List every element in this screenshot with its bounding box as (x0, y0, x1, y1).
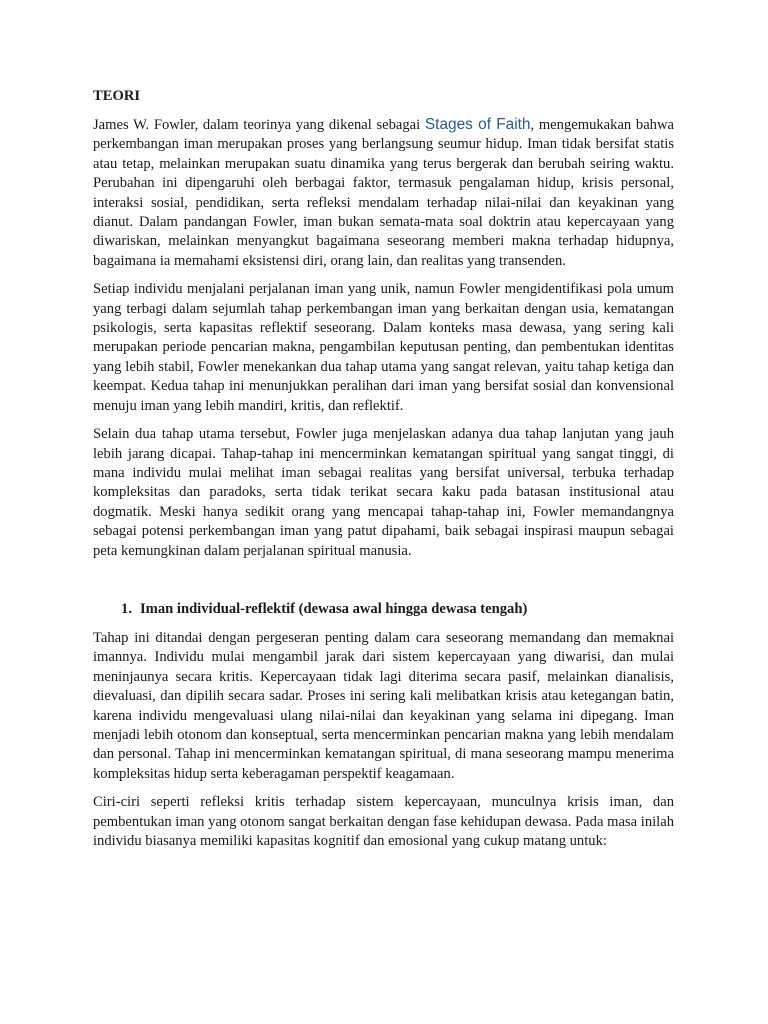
intro-paragraph (93, 115, 674, 271)
section-1-paragraph-1: Tahap ini ditandai dengan pergeseran penting dalam cara seseorang memandang dan memaknai imannya. Individu mulai mengambil jarak dari sistem kepercayaan yang diwarisi, dan mulai meninjaunya secara kritis. Kepercayaan tidak lagi diterima secara pasif, melainkan dianalisis, dievaluasi, dan dipilih secara sadar. Proses ini sering kali melibatkan krisis atau ketegangan batin, karena individu mengevaluasi ulang nilai-nilai dan keyakinan yang selama ini dipegang. Iman menjadi lebih otonom dan konseptual, serta mencerminkan pencarian makna yang lebih mendalam dan personal. Tahap ini mencerminkan kematangan spiritual, di mana seseorang mampu menerima kompleksitas hidup serta keberagaman perspektif keagamaan. (93, 629, 674, 782)
document-page (93, 86, 674, 860)
paragraph-2: Setiap individu menjalani perjalanan iman yang unik, namun Fowler mengidentifikasi pola umum yang terbagi dalam sejumlah tahap perkembangan iman yang berkaitan dengan usia, kematangan psikologis, serta kapasitas reflektif seseorang. Dalam konteks masa dewasa, yang sering kali merupakan periode pencarian makna, pengambilan keputusan penting, dan pembentukan identitas yang lebih stabil, Fowler menekankan dua tahap utama yang sangat relevan, yaitu tahap ketiga dan keempat. Kedua tahap ini menunjukkan peralihan dari iman yang bersifat sosial dan konvensional menuju iman yang lebih mandiri, kritis, dan reflektif. (93, 281, 674, 414)
section-1-title: Iman individual-reflektif (dewasa awal hingga dewasa tengah) (140, 600, 528, 617)
paragraph-3: Selain dua tahap utama tersebut, Fowler juga menjelaskan adanya dua tahap lanjutan yang jauh lebih jarang dicapai. Tahap-tahap ini mencerminkan kematangan spiritual yang sangat tinggi, di mana individu mulai melihat iman sebagai realitas yang bersifat universal, terbuka terhadap kompleksitas dan paradoks, serta tidak terikat secara kaku pada batasan institusional atau dogmatik. Meski hanya sedikit orang yang mencapai tahap-tahap ini, Fowler memandangnya sebagai potensi perkembangan iman yang patut dipahami, baik sebagai inspirasi maupun sebagai peta kemungkinan dalam perjalanan spiritual manusia. (93, 426, 674, 559)
stages-of-faith-term: Stages of Faith (424, 116, 531, 133)
intro-text-end: , mengemukakan bahwa perkembangan iman merupakan proses yang berlangsung seumur hidup. Iman tidak bersifat statis atau tetap, melainkan merupakan suatu dinamika yang terus bergerak dan berubah seiring waktu. Perubahan ini dipengaruhi oleh berbagai faktor, termasuk pengalaman hidup, krisis personal, interaksi sosial, pendidikan, serta refleksi mendalam terhadap nilai-nilai dan keyakinan yang dianut. Dalam pandangan Fowler, iman bukan semata-mata soal doktrin atau kepercayaan yang diwariskan, melainkan menyangkut bagaimana seseorang memberi makna terhadap hidupnya, bagaimana ia memahami eksistensi diri, orang lain, dan realitas yang transenden. (93, 117, 674, 269)
section-heading: TEORI (93, 88, 141, 104)
section-1-heading (93, 599, 674, 619)
intro-text-start: James W. Fowler, dalam teorinya yang dikenal sebagai (93, 117, 425, 133)
section-1-number: 1. (121, 600, 132, 617)
spacer (93, 570, 674, 599)
section-1-paragraph-2: Ciri-ciri seperti refleksi kritis terhadap sistem kepercayaan, munculnya krisis iman, dan pembentukan iman yang otonom sangat berkaitan dengan fase kehidupan dewasa. Pada masa inilah individu biasanya memiliki kapasitas kognitif dan emosional yang cukup matang untuk: (93, 794, 674, 849)
